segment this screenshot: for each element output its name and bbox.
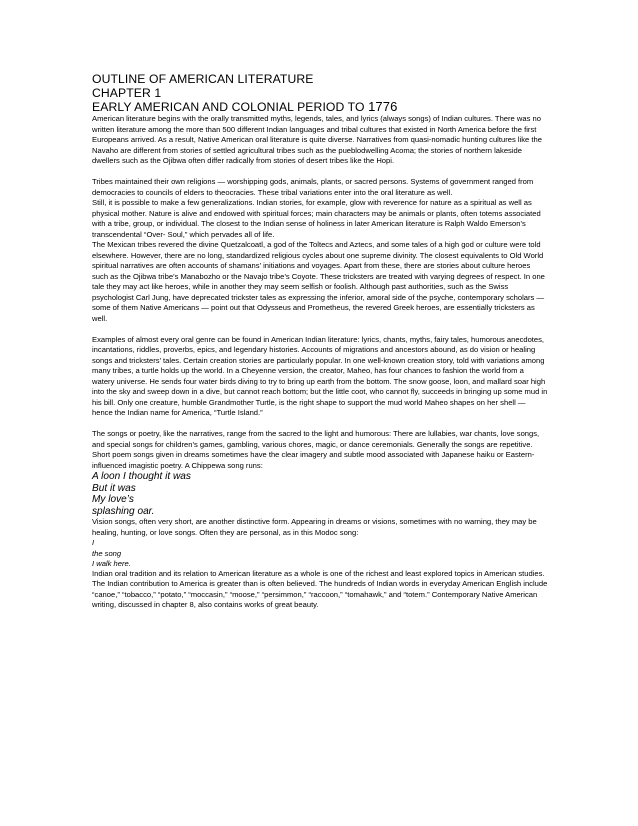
modoc-song xyxy=(92,538,548,569)
poem-line: I xyxy=(92,538,95,548)
chapter-number: CHAPTER 1 xyxy=(92,86,162,100)
paragraph: The songs or poetry, like the narratives, range from the sacred to the light and humorous: There are lullabies, war chants, love songs, and special songs for children’s games, gambling, various chores, magic, or dance ceremonials. Generally the songs are repetitive. Short poem songs given in dreams sometimes have the clear imagery and subtle mood associated with Japanese haiku or Eastern-influenced imagistic poetry. A Chippewa song runs: xyxy=(92,429,540,470)
paragraph: Indian oral tradition and its relation to American literature as a whole is one of the richest and least explored topics in American studies. The Indian contribution to America is greater than is often believed. The hundreds of Indian words in everyday American English include “canoe,” “tobacco,” “potato,” “moccasin,” “moose,” “persimmon,” “raccoon,” “tomahawk,” and “totem.” Contemporary Native American writing, discussed in chapter 8, also contains works of great beauty. xyxy=(92,568,548,610)
document-title: OUTLINE OF AMERICAN LITERATURE xyxy=(92,72,314,86)
chapter-title xyxy=(92,100,548,114)
chapter-title-text: EARLY AMERICAN AND COLONIAL PERIOD TO xyxy=(92,100,369,114)
paragraph: Vision songs, often very short, are another distinctive form. Appearing in dreams or visions, sometimes with no warning, they may be healing, hunting, or love songs. Often they are personal, as in this Modoc song: xyxy=(92,517,537,537)
poem-line: splashing oar. xyxy=(92,505,155,517)
poem-line: But it was xyxy=(92,482,136,494)
chippewa-song xyxy=(92,471,548,517)
chapter-year: 1776 xyxy=(368,99,398,114)
paragraph: The Mexican tribes revered the divine Quetzalcoatl, a god of the Toltecs and Aztecs, and some tales of a high god or culture were told elsewhere. However, there are no long, standardized religious cycles about one supreme divinity. The closest equivalents to Old World spiritual narratives are often accounts of shamans’ initiations and voyages. Apart from these, there are stories about culture heroes such as the Ojibwa tribe’s Manabozho or the Navajo tribe’s Coyote. These tricksters are treated with varying degrees of respect. In one tale they may act like heroes, while in another they may seem selfish or foolish. Although past authorities, such as the Swiss psychologist Carl Jung, have deprecated trickster tales as expressing the inferior, amoral side of the psyche, contemporary scholars — some of them Native Americans — point out that Odysseus and Prometheus, the revered Greek heroes, are essentially tricksters as well. xyxy=(92,240,545,323)
paragraph: Tribes maintained their own religions — worshipping gods, animals, plants, or sacred persons. Systems of government ranged from democracies to councils of elders to theocracies. These tribal variations enter into the oral literature as well. xyxy=(92,177,534,197)
paragraph: American literature begins with the orally transmitted myths, legends, tales, and lyrics (always songs) of Indian cultures. There was no written literature among the more than 500 different Indian languages and tribal cultures that existed in North America before the first Europeans arrived. As a result, Native American oral literature is quite diverse. Narratives from quasi-nomadic hunting cultures like the Navaho are different from stories of settled agricultural tribes such as the pueblodwelling Acoma; the stories of northern lakeside dwellers such as the Ojibwa often differ radically from stories of desert tribes like the Hopi. xyxy=(92,114,542,165)
poem-line: A loon I thought it was xyxy=(92,471,191,482)
paragraph: Examples of almost every oral genre can be found in American Indian literature: lyrics, chants, myths, fairy tales, humorous anecdotes, incantations, riddles, proverbs, epics, and legendary histories. Accounts of migrations and ancestors abound, as do vision or healing songs and tricksters’ tales. Certain creation stories are particularly popular. In one well-known creation story, told with variations among many tribes, a turtle holds up the world. In a Cheyenne version, the creator, Maheo, has four chances to fashion the world from a watery universe. He sends four water birds diving to try to bring up earth from the bottom. The snow goose, loon, and mallard soar high into the sky and sweep down in a dive, but cannot reach bottom; but the little coot, who cannot fly, succeeds in bringing up some mud in his bill. Only one creature, humble Grandmother Turtle, is the right shape to support the mud world Maheo shapes on her shell — hence the Indian name for America, “Turtle Island.” xyxy=(92,334,548,417)
document-page xyxy=(92,72,548,611)
paragraph: Still, it is possible to make a few generalizations. Indian stories, for example, glow with reverence for nature as a spiritual as well as physical mother. Nature is alive and endowed with spiritual forces; main characters may be animals or plants, often totems associated with a tribe, group, or individual. The closest to the Indian sense of holiness in later American literature is Ralph Waldo Emerson’s transcendental “Over- Soul,” which pervades all of life. xyxy=(92,198,541,239)
poem-line: My love’s xyxy=(92,494,134,506)
poem-line: the song xyxy=(92,548,122,558)
poem-line: I walk here. xyxy=(92,558,131,568)
